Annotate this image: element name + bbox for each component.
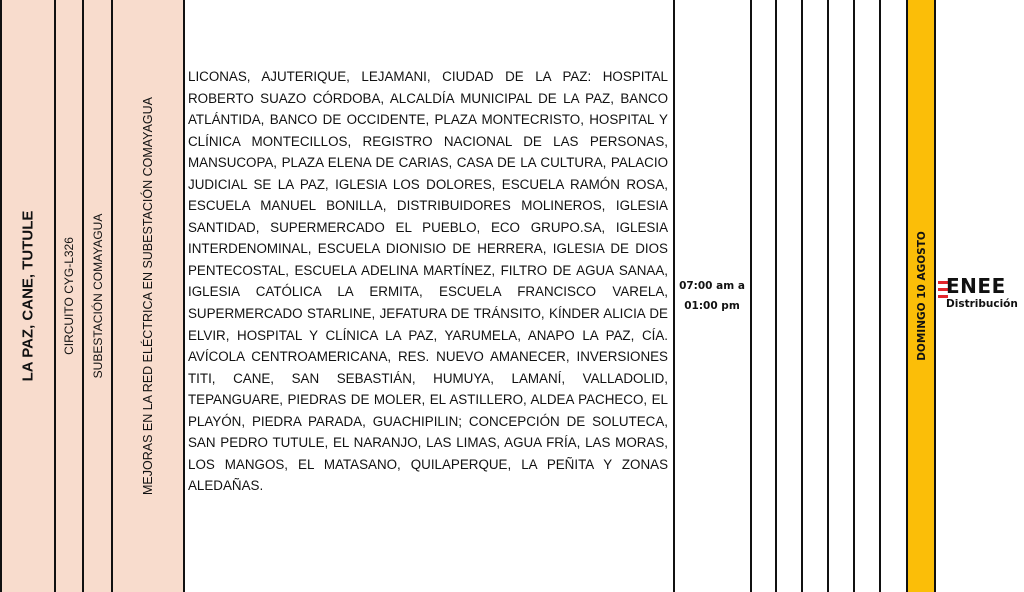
grid-line [183,0,185,592]
grid-line [82,0,84,592]
zone-label: LA PAZ, CANE, TUTULE [19,210,36,382]
time-start: 07:00 am a [679,280,745,292]
schedule-cell [676,276,748,316]
grid-line [879,0,881,592]
day-cell [908,0,935,592]
grid-line [0,0,2,592]
affected-areas-text: LICONAS, AJUTERIQUE, LEJAMANI, CIUDAD DE LA PAZ: HOSPITAL ROBERTO SUAZO CÓRDOBA, ALCALDÍA MUNICIPAL DE LA PAZ, BANCO ATLÁNTIDA, BANCO DE OCCIDENTE, PLAZA MONTECRISTO, HOSPITAL Y CLÍNICA MONTECILLOS, REGISTRO NACIONAL DE LAS PERSONAS, MANSUCOPA, PLAZA ELENA DE CARIAS, CASA DE LA CULTURA, PALACIO JUDICIAL SE LA PAZ, IGLESIA LOS DOLORES, ESCUELA RAMÓN ROSA, ESCUELA MANUEL BONILLA, DISTRIBUIDORES MOLINEROS, IGLESIA SANTIDAD, SUPERMERCADO EL PUEBLO, ECO GRUPO.SA, IGLESIA INTERDENOMINAL, ESCUELA DIONISIO DE HERRERA, IGLESIA DE DIOS PENTECOSTAL, ESCUELA ADELINA MARTÍNEZ, FILTRO DE AGUA SANAA, IGLESIA CATÓLICA LA ERMITA, ESCUELA FRANCISCO VARELA, SUPERMERCADO STARLINE, JEFATURA DE TRÁNSITO, KÍNDER ALICIA DE ELVIR, HOSPITAL Y CLÍNICA LA PAZ, YARUMELA, ANAPO LA PAZ, CÍA. AVÍCOLA CENTROAMERICANA, RES. NUEVO AMANECER, INVERSIONES TITI, CANE, SAN SEBASTIÁN, HUMUYA, LAMANÍ, VALLADOLID, TEPANGUARE, PIEDRAS DE MOLER, EL ASTILLERO, ALDEA PACHECO, EL PLAYÓN, PIEDRA PARADA, GUACHIPILIN; CONCEPCIÓN DE SOLUTECA, SAN PEDRO TUTULE, EL NARANJO, LAS LIMAS, AGUA FRÍA, LAS MORAS, LOS MANGOS, EL MATASANO, QUILAPERQUE, LA PEÑITA Y ZONAS ALEDAÑAS. [188,69,668,494]
zone-cell [0,0,55,592]
grid-line [853,0,855,592]
circuit-cell [55,0,83,592]
grid-line [801,0,803,592]
work-reason-cell [112,0,184,592]
grid-line [906,0,908,592]
grid-line [827,0,829,592]
substation-cell [83,0,112,592]
enee-logo-text: ENEE [946,276,1006,298]
grid-line [673,0,675,592]
grid-line [775,0,777,592]
grid-line [54,0,56,592]
day-label: DOMINGO 10 AGOSTO [915,231,928,361]
work-reason-label: MEJORAS EN LA RED ELÉCTRICA EN SUBESTACIÓN COMAYAGUA [141,97,155,495]
substation-label: SUBESTACIÓN COMAYAGUA [90,213,105,379]
enee-logo-subtext: Distribución [946,298,1018,310]
enee-logo [936,276,1024,316]
circuit-label: CIRCUITO CYG-L326 [62,237,76,355]
time-end: 01:00 pm [684,300,740,312]
grid-line [111,0,113,592]
grid-line [750,0,752,592]
